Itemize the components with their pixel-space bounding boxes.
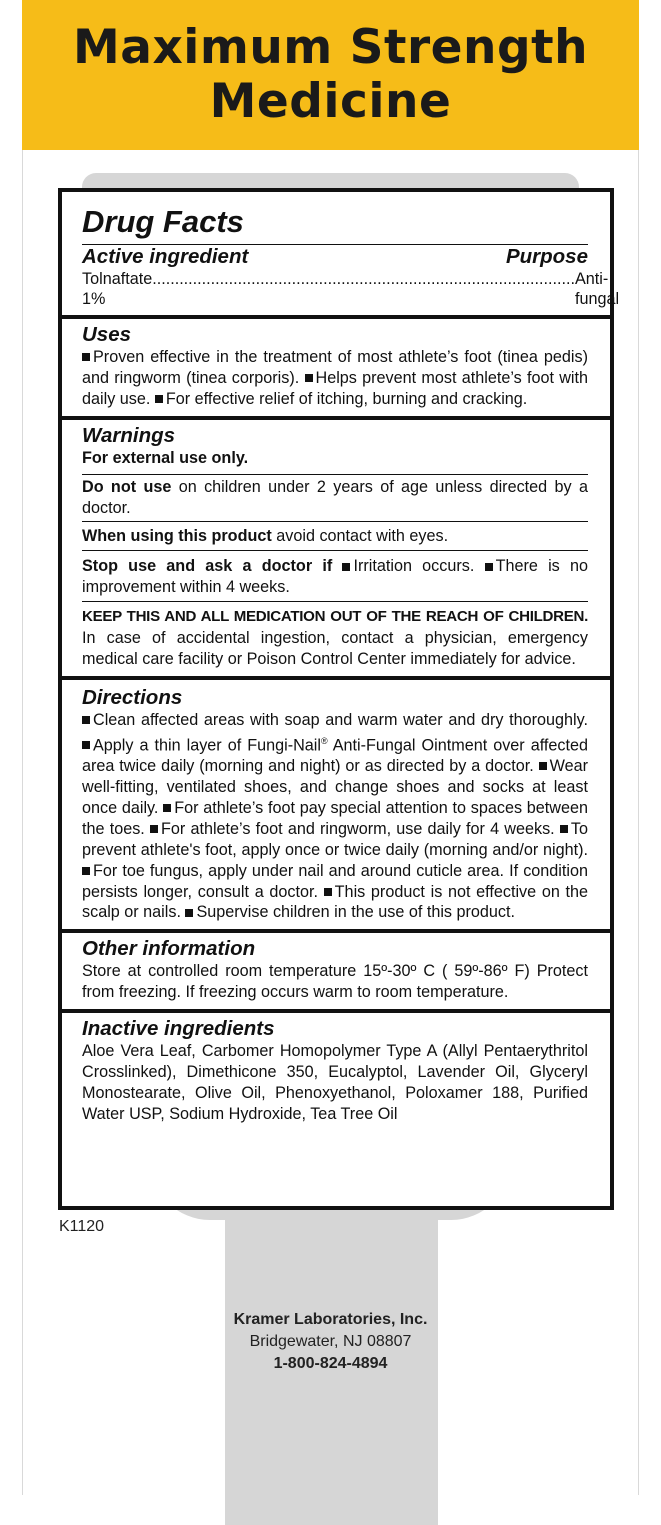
product-code: K1120 (59, 1218, 105, 1235)
banner-title-line-2: Medicine (209, 74, 452, 129)
purpose-heading: Purpose (505, 245, 588, 268)
inactive-ingredients-section (62, 1017, 610, 1131)
box-left-edge (22, 150, 23, 1495)
other-information-heading: Other information (82, 937, 256, 961)
bullet-icon (185, 909, 193, 917)
drug-facts-title: Drug Facts (82, 202, 588, 245)
uses-section (62, 323, 610, 420)
do-not-use-label: Do not use (82, 477, 172, 496)
bullet-icon (155, 395, 163, 403)
uses-text: Proven effective in the treatment of most athlete’s foot (tinea pedis) and ringworm (tinea corporis). Helps prevent most athlete’s foot with daily use. For effective relief of itching, burning and cracking. (82, 348, 588, 408)
inactive-ingredients-text: Aloe Vera Leaf, Carbomer Homopolymer Type A (Allyl Pentaerythritol Crosslinked), Dimethicone 350, Eucalyptol, Lavender Oil, Glyceryl Monostearate, Olive Oil, Phenoxyethanol, Poloxamer 188, Purified Water USP, Sodium Hydroxide, Tea Tree Oil (82, 1042, 588, 1123)
ingredient-row (82, 269, 620, 309)
box-right-edge (638, 150, 639, 1495)
bullet-icon (560, 825, 568, 833)
drug-facts-panel (58, 188, 620, 1210)
stop-use-label: Stop use and ask a doctor if (82, 557, 333, 576)
inactive-ingredients-heading: Inactive ingredients (82, 1017, 275, 1041)
when-using-text: avoid contact with eyes. (271, 527, 449, 546)
leader-dots: .............................................................................................. (152, 270, 575, 288)
manufacturer-address: Bridgewater, NJ 08807 (249, 1333, 412, 1350)
bullet-icon (485, 563, 493, 571)
bullet-icon (150, 825, 158, 833)
bullet-icon (539, 762, 547, 770)
directions-section (62, 686, 610, 933)
do-not-use-text: on children under 2 years of age unless directed by a doctor. (82, 477, 588, 517)
uses-heading: Uses (82, 323, 132, 346)
ingredient-purpose: Anti-fungal (574, 270, 620, 308)
manufacturer-phone: 1-800-824-4894 (273, 1355, 388, 1372)
stop-use-block: Stop use and ask a doctor if Irritation occurs. There is no improvement within 4 weeks. (82, 550, 588, 598)
bullet-icon (163, 804, 171, 812)
bullet-icon (82, 741, 90, 749)
other-information-text: Store at controlled room temperature 15º-30º C ( 59º-86º F) Protect from freezing. If freezing occurs warm to room temperature. (82, 962, 588, 1002)
keep-out-of-reach-warning: KEEP THIS AND ALL MEDICATION OUT OF THE REACH OF CHILDREN. (82, 608, 588, 626)
when-using-block (82, 521, 588, 547)
active-ingredient-header (82, 245, 588, 269)
external-use-text: For external use only. (82, 448, 249, 467)
keep-out-of-reach-block (82, 601, 588, 670)
warnings-heading: Warnings (82, 423, 176, 447)
bullet-icon (82, 716, 90, 724)
manufacturer-name: Kramer Laboratories, Inc. (233, 1311, 428, 1328)
header-banner (22, 0, 639, 150)
other-information-section (62, 937, 610, 1013)
bullet-icon (324, 888, 332, 896)
do-not-use-block (82, 474, 588, 519)
bullet-icon (82, 867, 90, 875)
directions-text: Clean affected areas with soap and warm water and dry thoroughly. Apply a thin layer of Fungi-Nail® Anti-Fungal Ointment over affected area twice daily (morning and night) or as directed by a doctor. Wear well-fitting, ventilated shoes, and change shoes and socks at least once daily. For athlete’s foot pay special attention to spaces between the toes. For athlete’s foot and ringworm, use daily for 4 weeks. To prevent athlete's foot, apply once or twice daily (morning and/or night). For toe fungus, apply under nail and around cuticle area. If condition persists longer, consult a doctor. This product is not effective on the scalp or nails. Supervise children in the use of this product. (82, 710, 589, 922)
active-ingredient-section (62, 202, 620, 319)
banner-title-line-1: Maximum Strength (72, 20, 589, 75)
bullet-icon (305, 374, 313, 382)
bullet-icon (82, 353, 90, 361)
ingestion-text: In case of accidental ingestion, contact a physician, emergency medical care facility or Poison Control Center immediately for advice. (82, 629, 588, 668)
warnings-section (62, 424, 610, 680)
active-ingredient-heading: Active ingredient (82, 245, 249, 268)
manufacturer-block (0, 1309, 661, 1375)
bullet-icon (342, 563, 350, 571)
ingredient-name: Tolnaftate 1% (82, 270, 153, 308)
directions-heading: Directions (82, 685, 183, 709)
when-using-label: When using this product (82, 527, 272, 546)
